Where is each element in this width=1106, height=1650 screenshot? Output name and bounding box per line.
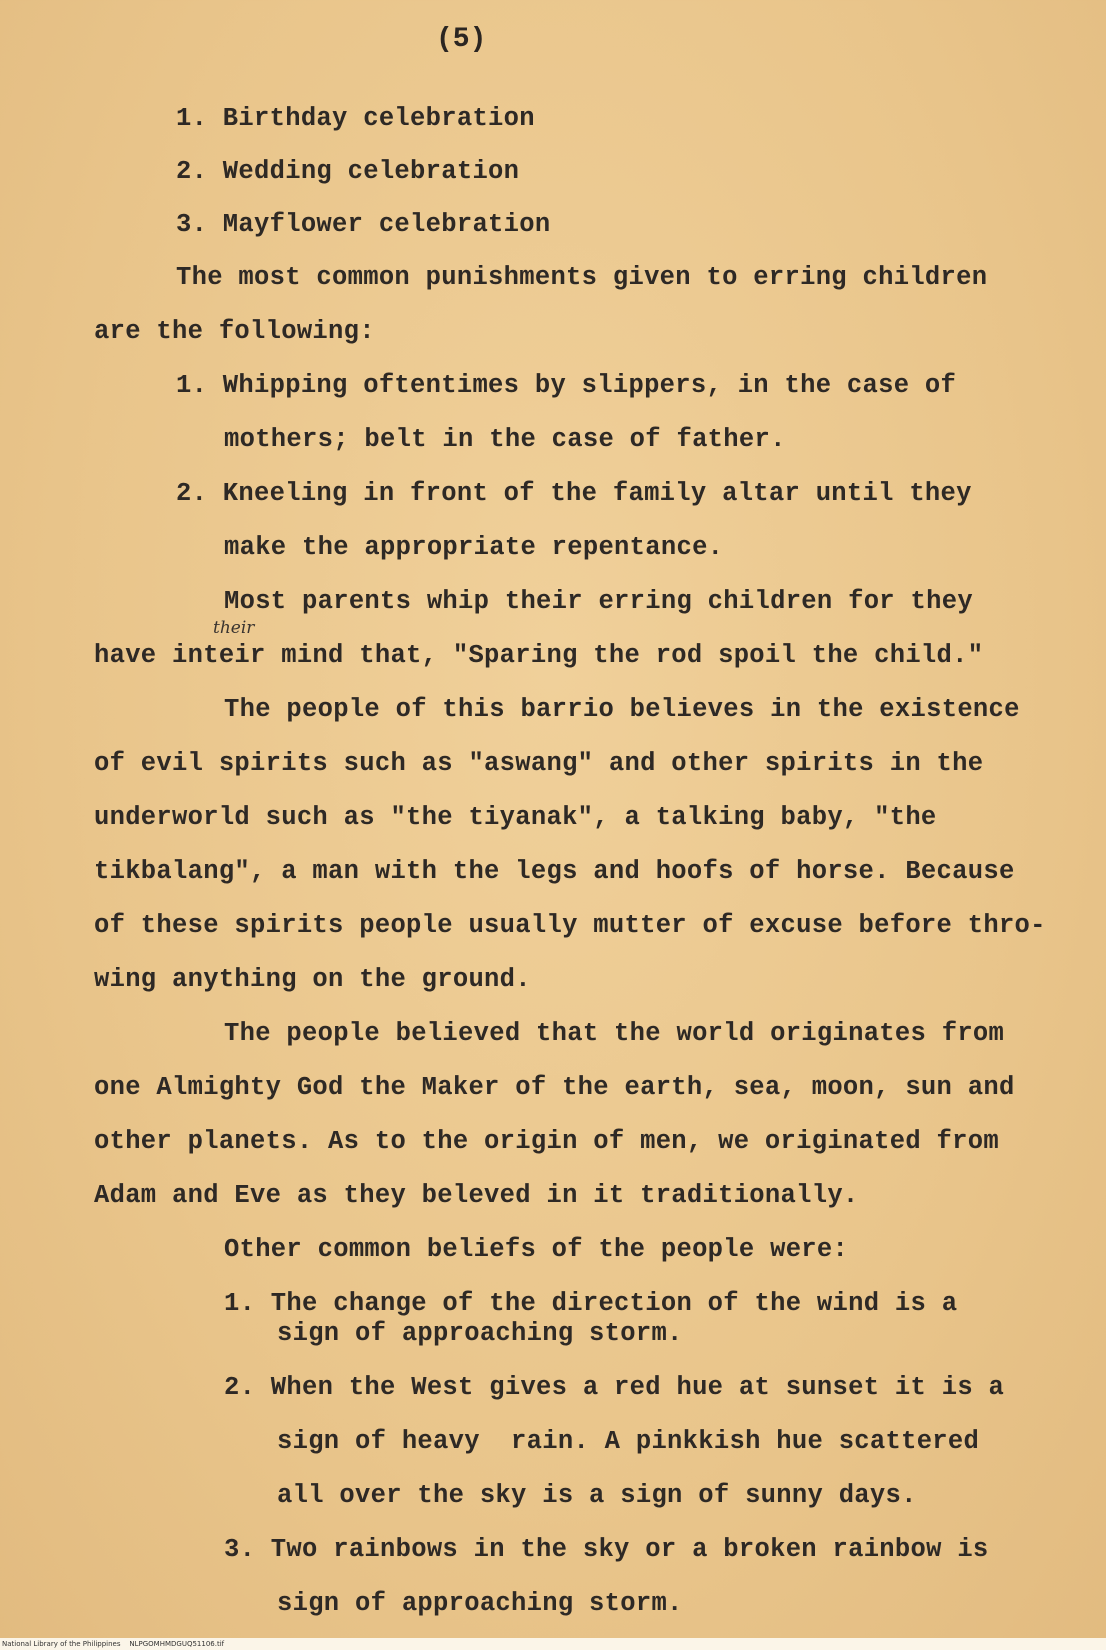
paragraph-line: other planets. As to the origin of men, we originated from <box>94 1127 999 1156</box>
list-item: 3. Mayflower celebration <box>176 210 551 239</box>
paragraph-line: Other common beliefs of the people were: <box>224 1235 849 1264</box>
scan-footer: National Library of the Philippines NLPGOMHMDGUQ51106.tif <box>0 1638 1106 1650</box>
list-item: 3. Two rainbows in the sky or a broken rainbow is <box>224 1535 989 1564</box>
paragraph-line: The people believed that the world originates from <box>224 1019 1005 1048</box>
paragraph-line: tikbalang", a man with the legs and hoofs of horse. Because <box>94 857 1015 886</box>
handwritten-correction: their <box>213 618 255 638</box>
list-item: 2. Kneeling in front of the family altar until they <box>176 479 972 508</box>
list-item: all over the sky is a sign of sunny days. <box>277 1481 917 1510</box>
paragraph-line: have inteir mind that, "Sparing the rod spoil the child." <box>94 641 984 670</box>
list-item: 2. When the West gives a red hue at sunset it is a <box>224 1373 1005 1402</box>
paragraph-line: one Almighty God the Maker of the earth, sea, moon, sun and <box>94 1073 1015 1102</box>
list-item: sign of heavy rain. A pinkkish hue scattered <box>277 1427 980 1456</box>
list-item: sign of approaching storm. <box>277 1319 683 1348</box>
list-item: 1. Whipping oftentimes by slippers, in the case of <box>176 371 957 400</box>
paragraph-line: underworld such as "the tiyanak", a talking baby, "the <box>94 803 937 832</box>
list-item: 2. Wedding celebration <box>176 157 520 186</box>
paragraph-line: of these spirits people usually mutter of excuse before thro- <box>94 911 1046 940</box>
list-item: 1. Birthday celebration <box>176 104 535 133</box>
paragraph-line: of evil spirits such as "aswang" and other spirits in the <box>94 749 984 778</box>
paragraph-line: Adam and Eve as they beleved in it traditionally. <box>94 1181 859 1210</box>
list-item: make the appropriate repentance. <box>224 533 724 562</box>
paragraph-line: Most parents whip their erring children for they <box>224 587 973 616</box>
paragraph-line: are the following: <box>94 317 375 346</box>
paragraph-line: The people of this barrio believes in the existence <box>224 695 1020 724</box>
paragraph-line: wing anything on the ground. <box>94 965 531 994</box>
page-number: (5) <box>436 24 487 55</box>
list-item: mothers; belt in the case of father. <box>224 425 786 454</box>
list-item: sign of approaching storm. <box>277 1589 683 1618</box>
list-item: 1. The change of the direction of the wind is a <box>224 1289 958 1318</box>
paragraph-line: The most common punishments given to erring children <box>176 263 988 292</box>
